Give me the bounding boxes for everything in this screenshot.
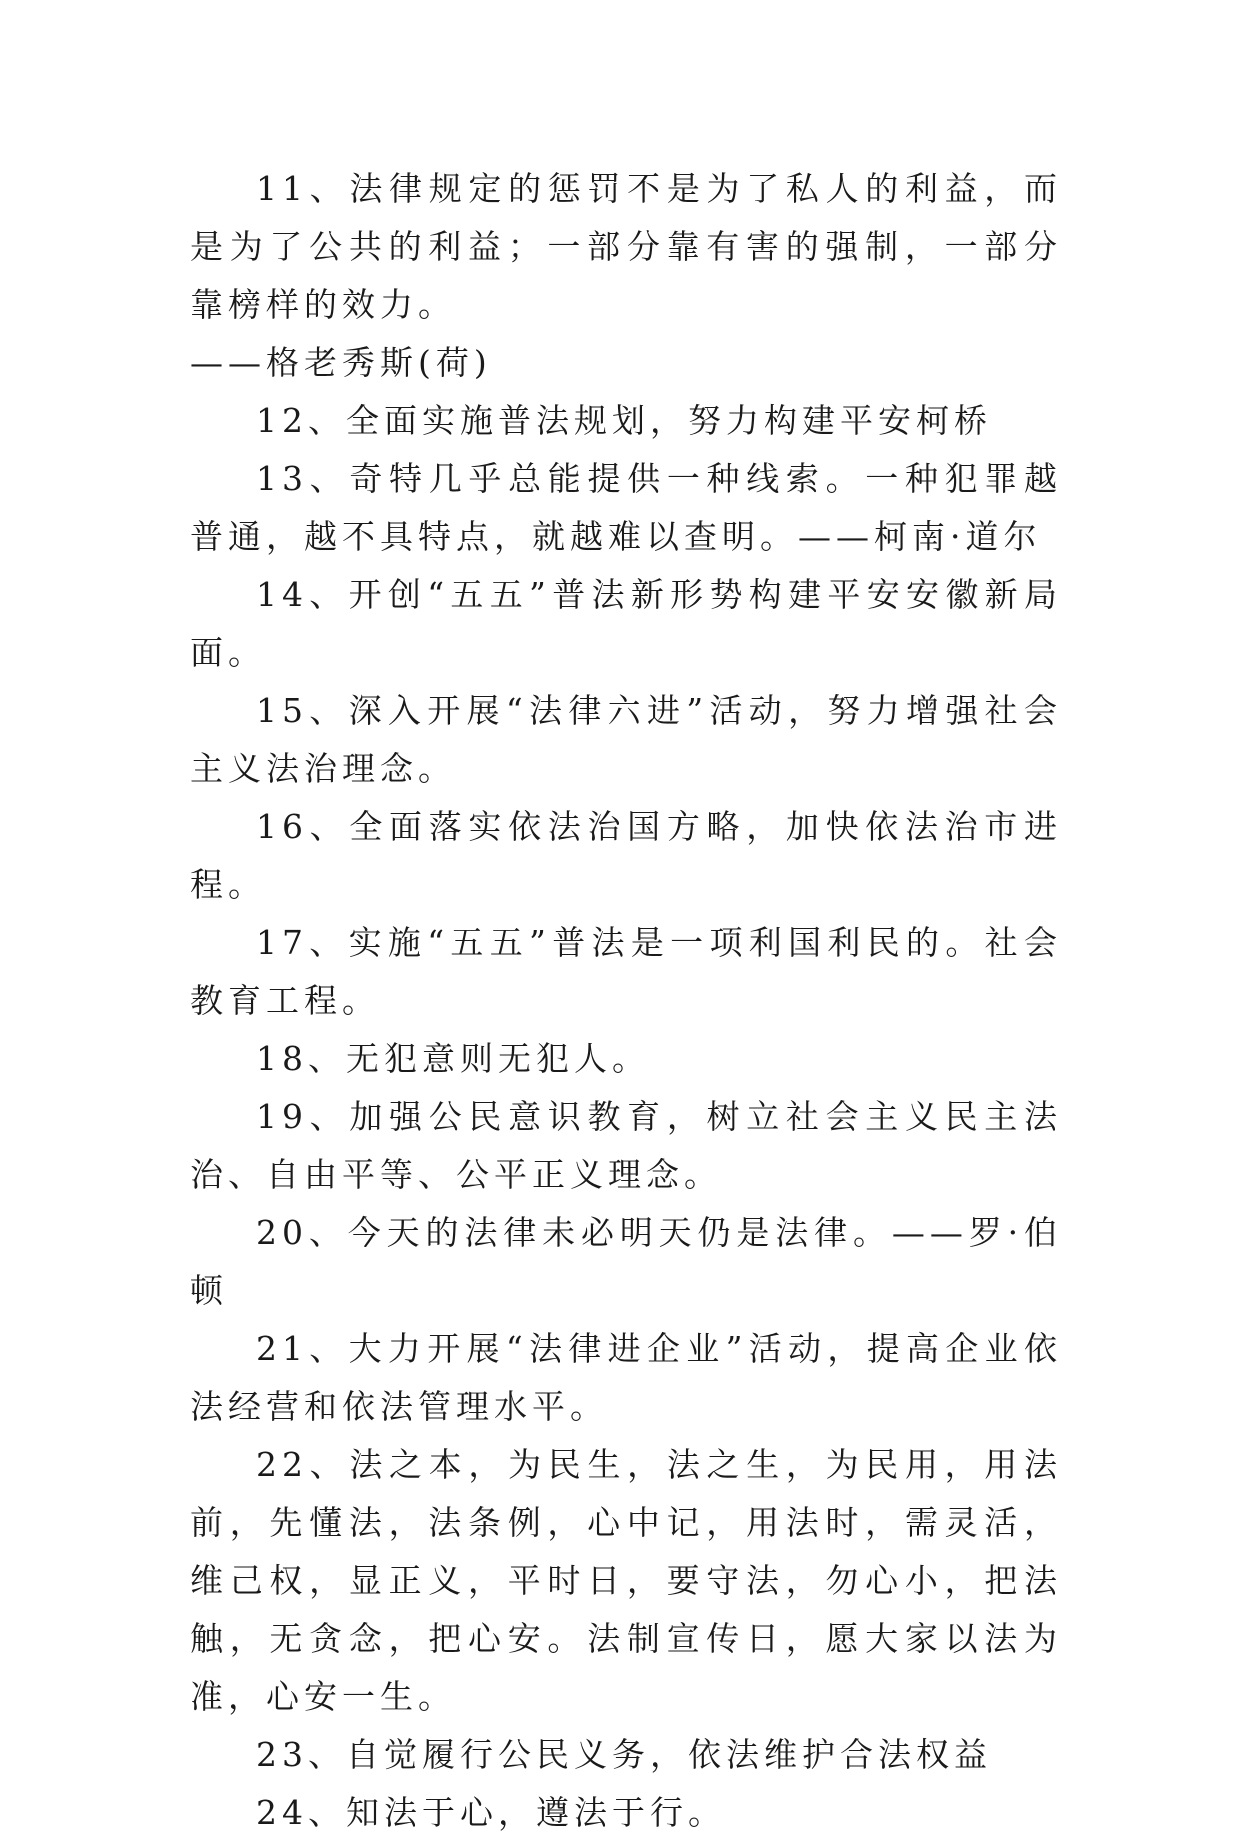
paragraph-13: 13、奇特几乎总能提供一种线索。一种犯罪越普通，越不具特点，就越难以查明。——柯南·道尔: [190, 459, 1062, 556]
paragraph-11: 11、法律规定的惩罚不是为了私人的利益，而是为了公共的利益；一部分靠有害的强制，一部分靠榜样的效力。: [190, 169, 1062, 324]
paragraph-21: 21、大力开展“法律进企业”活动，提高企业依法经营和依法管理水平。: [190, 1329, 1062, 1426]
paragraph-20: 20、今天的法律未必明天仍是法律。——罗·伯顿: [190, 1213, 1062, 1310]
paragraph-11-attribution: ——格老秀斯(荷): [190, 343, 492, 382]
paragraph-17: 17、实施“五五”普法是一项利国利民的。社会教育工程。: [190, 923, 1062, 1020]
paragraph-14: 14、开创“五五”普法新形势构建平安安徽新局面。: [190, 575, 1062, 672]
paragraph-18: 18、无犯意则无犯人。: [256, 1039, 650, 1078]
paragraph-19: 19、加强公民意识教育，树立社会主义民主法治、自由平等、公平正义理念。: [190, 1097, 1062, 1194]
document-body: [190, 160, 1062, 1842]
paragraph-23: 23、自觉履行公民义务，依法维护合法权益: [256, 1735, 992, 1774]
paragraph-12: 12、全面实施普法规划，努力构建平安柯桥: [256, 401, 992, 440]
paragraph-15: 15、深入开展“法律六进”活动，努力增强社会主义法治理念。: [190, 691, 1062, 788]
paragraph-16: 16、全面落实依法治国方略，加快依法治市进程。: [190, 807, 1062, 904]
paragraph-22: 22、法之本，为民生，法之生，为民用，用法前，先懂法，法条例，心中记，用法时，需灵活，维己权，显正义，平时日，要守法，勿心小，把法触，无贪念，把心安。法制宣传日，愿大家以法为准，心安一生。: [190, 1445, 1062, 1716]
paragraph-24: 24、知法于心，遵法于行。: [256, 1793, 726, 1832]
